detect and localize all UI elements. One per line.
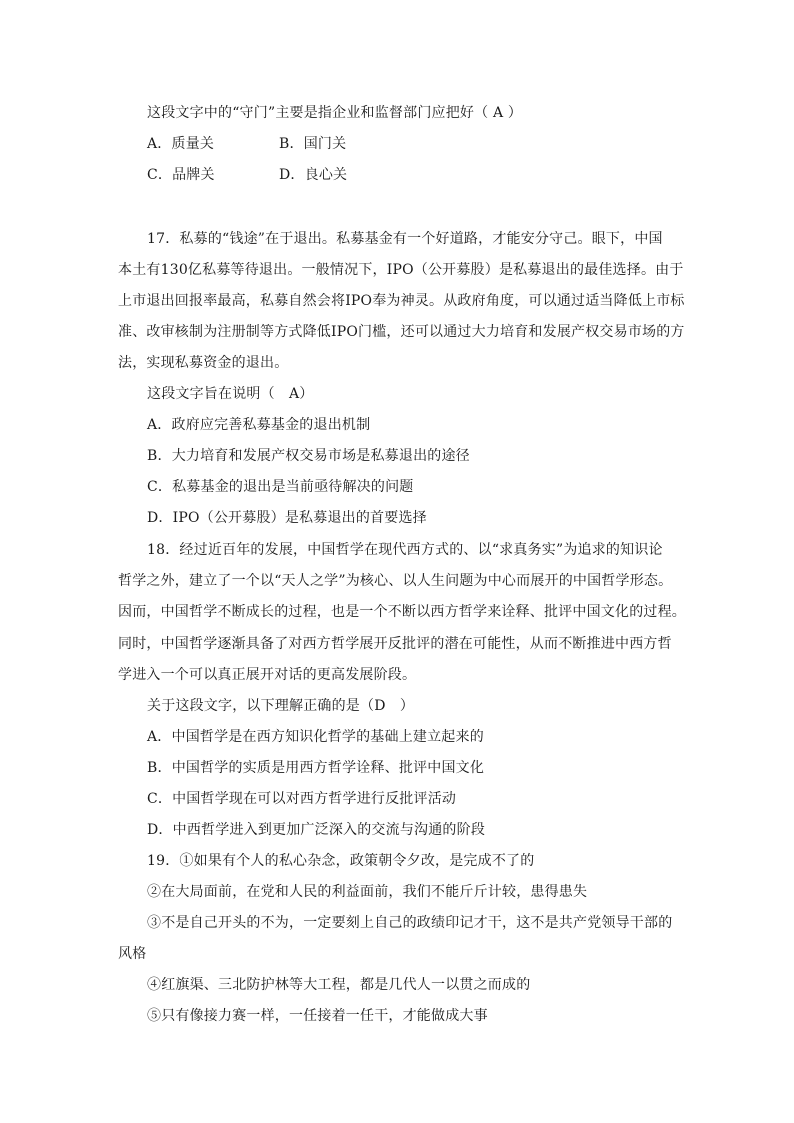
q18-option: D．中西哲学进入到更加广泛深入的交流与沟通的阶段: [147, 822, 486, 838]
q17-option: C．私募基金的退出是当前亟待解决的问题: [147, 479, 414, 495]
q18-passage-line: 同时，中国哲学逐渐具备了对西方哲学展开反批评的潜在可能性，从而不断推进中西方哲: [118, 636, 672, 652]
q19-item: ③不是自己开头的不为，一定要刻上自己的政绩印记才干，这不是共产党领导干部的: [147, 915, 673, 931]
q19-item: 19．①如果有个人的私心杂念，政策朝令夕改，是完成不了的: [147, 853, 535, 869]
q17-passage-line: 法，实现私募资金的退出。: [118, 355, 289, 371]
q18-option: C．中国哲学现在可以对西方哲学进行反批评活动: [147, 791, 457, 807]
q18-passage-line: 学进入一个可以真正展开对话的更高发展阶段。: [118, 667, 417, 683]
q19-item: ④红旗渠、三北防护林等大工程，都是几代人一以贯之而成的: [147, 977, 531, 993]
q17-question: 这段文字旨在说明（ A）: [147, 386, 314, 402]
q16-option-c: C．品牌关: [147, 167, 215, 183]
q19-item: 风格: [118, 946, 147, 962]
q19-item: ②在大局面前，在党和人民的利益面前，我们不能斤斤计较，患得患失: [147, 884, 588, 900]
q17-passage-line: 17．私募的“钱途”在于退出。私募基金有一个好道路，才能安分守己。眼下，中国: [147, 231, 663, 247]
q16-option-b: B．国门关: [279, 136, 347, 152]
q17-passage-line: 本土有130亿私募等待退出。一般情况下，IPO（公开募股）是私募退出的最佳选择。由于: [118, 262, 684, 278]
q17-option: A．政府应完善私募基金的退出机制: [147, 417, 371, 433]
q18-question: 关于这段文字，以下理解正确的是（D ）: [147, 698, 415, 714]
q16-option-a: A．质量关: [147, 136, 215, 152]
q17-passage-line: 上市退出回报率最高，私募自然会将IPO奉为神灵。从政府角度，可以通过适当降低上市标: [118, 293, 685, 309]
q17-passage-line: 准、改审核制为注册制等方式降低IPO门槛，还可以通过大力培育和发展产权交易市场的方: [118, 324, 685, 340]
q18-option: B．中国哲学的实质是用西方哲学诠释、批评中国文化: [147, 760, 485, 776]
q18-passage-line: 哲学之外，建立了一个以“天人之学”为核心、以人生问题为中心而展开的中国哲学形态。: [118, 573, 673, 589]
q18-option: A．中国哲学是在西方知识化哲学的基础上建立起来的: [147, 729, 484, 745]
q17-option: D．IPO（公开募股）是私募退出的首要选择: [147, 510, 427, 526]
q16-question: 这段文字中的“守门”主要是指企业和监督部门应把好（ A ）: [147, 105, 523, 121]
q18-passage-line: 18．经过近百年的发展，中国哲学在现代西方式的、以“求真务实”为追求的知识论: [147, 542, 663, 558]
q17-option: B．大力培育和发展产权交易市场是私募退出的途径: [147, 448, 470, 464]
q19-item: ⑤只有像接力赛一样，一任接着一任干，才能做成大事: [147, 1008, 488, 1024]
q16-option-d: D．良心关: [279, 167, 348, 183]
q18-passage-line: 因而，中国哲学不断成长的过程，也是一个不断以西方哲学来诠释、批评中国文化的过程。: [118, 604, 686, 620]
